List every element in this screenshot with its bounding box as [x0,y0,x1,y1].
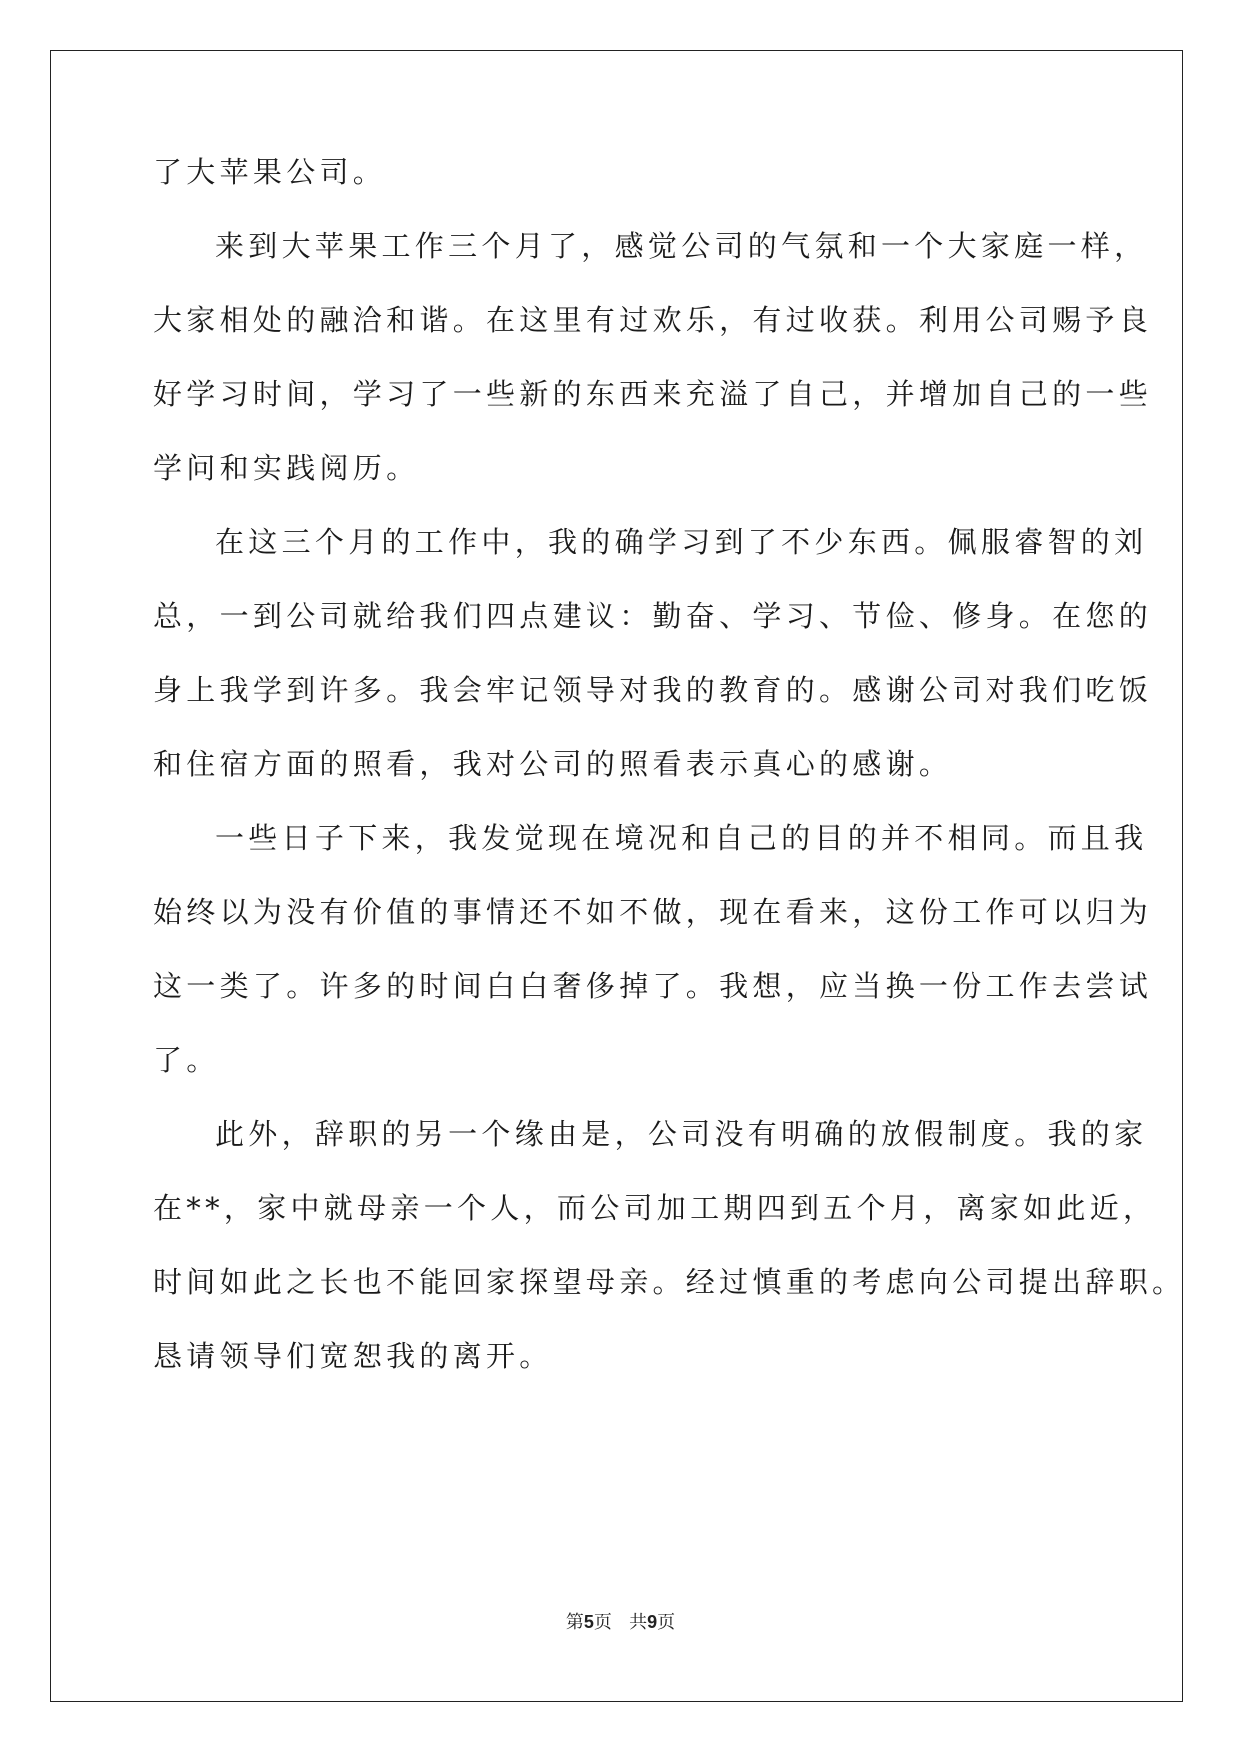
paragraph-line: 了。 [153,1043,220,1077]
paragraph-line: 此外，辞职的另一个缘由是，公司没有明确的放假制度。我的家 [215,1117,1148,1151]
total-page-number: 9 [647,1612,658,1632]
paragraph-line: 时间如此之长也不能回家探望母亲。经过慎重的考虑向公司提出辞职。 [153,1265,1186,1299]
paragraph-line: 了大苹果公司。 [153,155,387,189]
paragraph-line: 在**，家中就母亲一个人，而公司加工期四到五个月，离家如此近， [153,1191,1157,1225]
page-border [50,50,1186,1702]
paragraph-line: 在这三个月的工作中，我的确学习到了不少东西。佩服睿智的刘 [215,525,1148,559]
paragraph-line: 身上我学到许多。我会牢记领导对我的教育的。感谢公司对我们吃饭 [153,673,1153,707]
paragraph-line: 始终以为没有价值的事情还不如不做，现在看来，这份工作可以归为 [153,895,1153,929]
paragraph-line: 这一类了。许多的时间白白奢侈掉了。我想，应当换一份工作去尝试 [153,969,1153,1003]
paragraph-line: 来到大苹果工作三个月了，感觉公司的气氛和一个大家庭一样， [215,229,1148,263]
page-footer [0,1610,1241,1635]
footer-prefix: 第 [565,1612,584,1633]
paragraph-line: 大家相处的融洽和谐。在这里有过欢乐，有过收获。利用公司赐予良 [153,303,1153,337]
paragraph-line: 总，一到公司就给我们四点建议：勤奋、学习、节俭、修身。在您的 [153,599,1153,633]
paragraph-line: 一些日子下来，我发觉现在境况和自己的目的并不相同。而且我 [215,821,1148,855]
footer-page-suffix: 页 [593,1612,612,1633]
footer-total-prefix: 共 [629,1612,648,1633]
paragraph-line: 恳请领导们宽恕我的离开。 [153,1339,553,1373]
current-page-number: 5 [583,1612,594,1632]
paragraph-line: 和住宿方面的照看，我对公司的照看表示真心的感谢。 [153,747,953,781]
paragraph-line: 好学习时间，学习了一些新的东西来充溢了自己，并增加自己的一些 [153,377,1153,411]
footer-total-suffix: 页 [657,1612,676,1633]
paragraph-line: 学问和实践阅历。 [153,451,420,485]
